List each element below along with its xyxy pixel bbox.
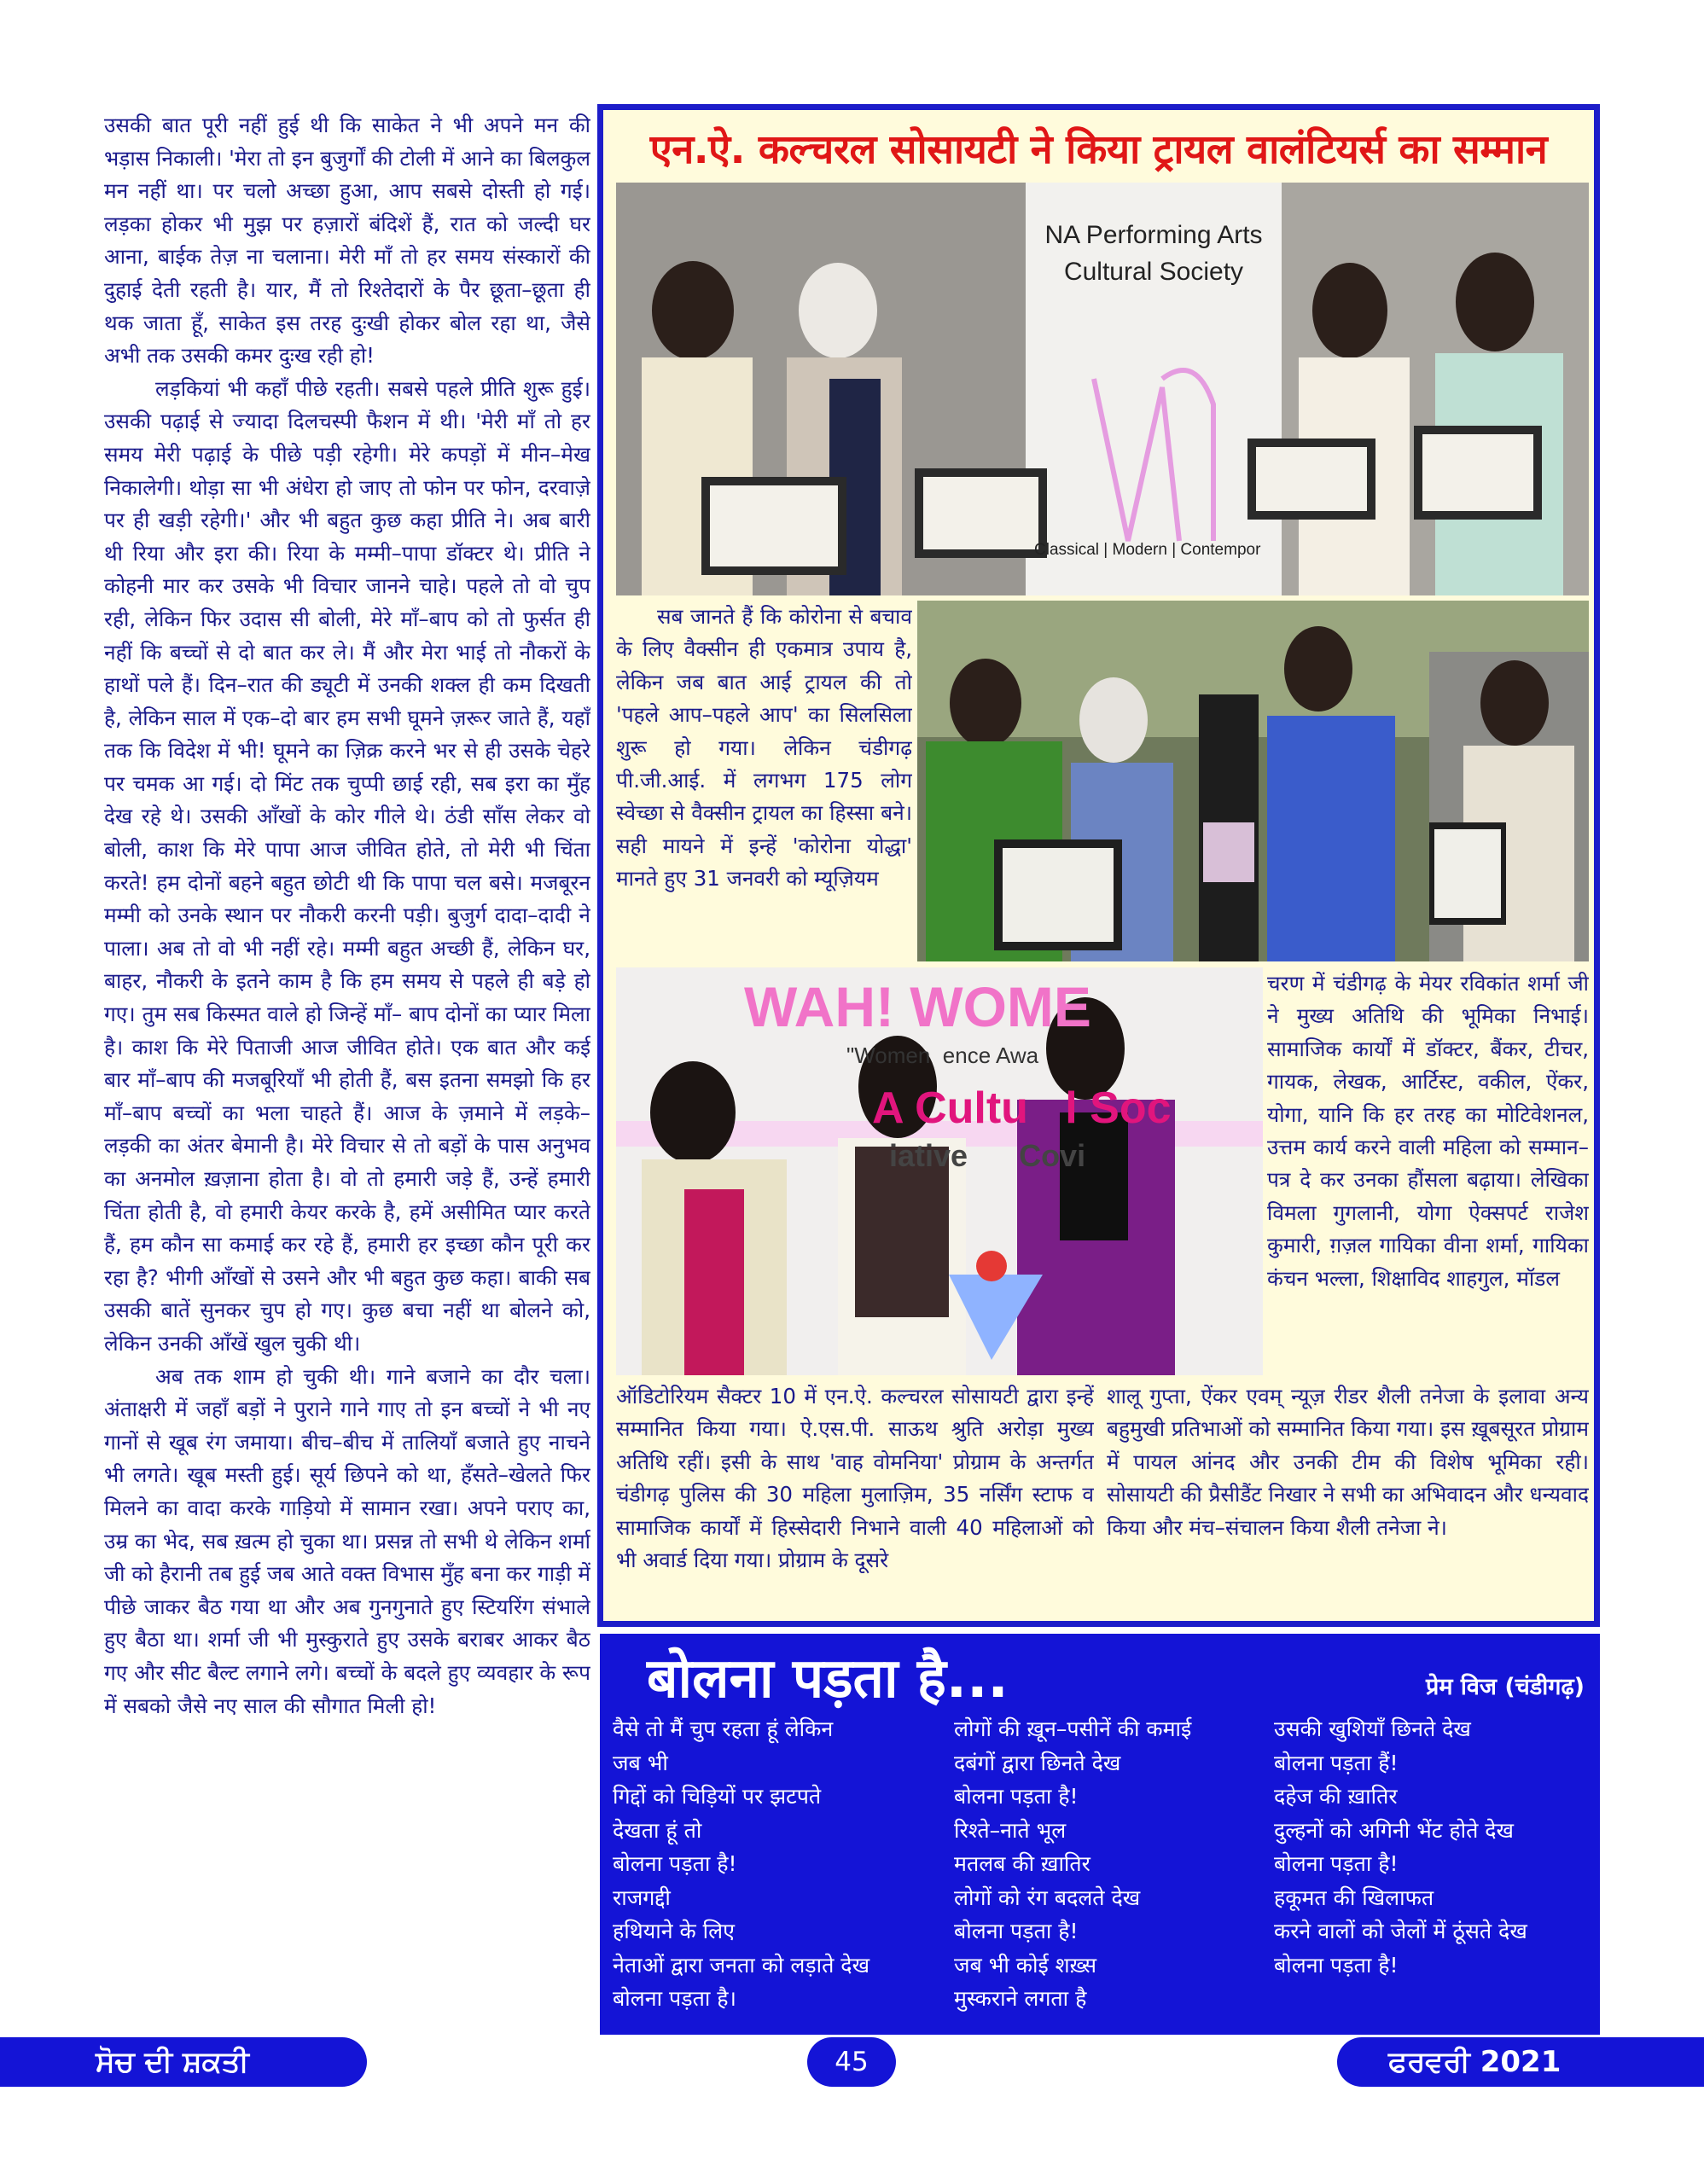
poem-line: बोलना पड़ता है! [1274, 1851, 1399, 1876]
poem-line: देखता हूं तो [613, 1817, 702, 1843]
magazine-name: ਸੋਚ ਦੀ ਸ਼ਕਤੀ [0, 2037, 367, 2087]
banner-initiative-line: iative Covi [889, 1138, 1086, 1173]
poem-line: हथियाने के लिए [613, 1919, 735, 1943]
story-paragraph-3: अब तक शाम हो चुकी थी। गाने बजाने का दौर चला। अंताक्षरी में जहाँ बड़ों ने पुराने गाने गाए तो इन बच्चों ने भी नए गानों से खूब रंग जमाया। बीच–बीच में तालियाँ बजाते हुए नाचने भी लगते। खूब मस्ती हुई। सूर्य छिपने को था, हँसते–खेलते फिर मिलने का वादा करके गाड़ियो में सामान रखा। अपने पराए का, उम्र का भेद, सब ख़त्म हो चुका था। प्रसन्न तो सभी थे लेकिन शर्मा जी को हैरानी तब हुई जब आते वक्त विभास मुँह बना कर गाड़ी में पीछे जाकर बैठ गया था और अब गुनगुनाते हुए स्टियरिंग संभाले हुए बैठा था। शर्मा जी भी मुस्कुराते हुए उसके बराबर आकर बैठ गए और सीट बैल्ट लगाने लगे। बच्चों के बदले हुए व्यवहार के रूप में सबको जैसे नए साल की सौगात मिली हो! [104, 1363, 590, 1718]
poem-line: रिश्ते–नाते भूल [954, 1817, 1067, 1843]
poem-line: बोलना पड़ता है! [1274, 1952, 1399, 1978]
article-text-d: शालू गुप्ता, ऐंकर एवम् न्यूज़ रीडर शैली तनेजा के इलावा अन्य बहुमुखी प्रतिभाओं को सम्मानित किया गया। इस ख़ूबसूरत प्रोग्राम में पायल आंनद और उनकी टीम की विशेष भूमिका रही। सोसायटी की प्रैसीडैंट निखार ने सभी का अभिवादन और धन्यवाद किया और मंच–संचालन किया शैली तनेजा ने। [1107, 1384, 1589, 1540]
poem-column-2 [954, 1712, 1261, 2016]
poem-line: जब भी कोई शख़्स [954, 1952, 1097, 1978]
poem-line: लोगों की ख़ून–पसीनें की कमाई [954, 1716, 1192, 1741]
poem-column-1 [613, 1712, 941, 2016]
story-paragraph-1: उसकी बात पूरी नहीं हुई थी कि साकेत ने भी अपने मन की भड़ास निकाली। 'मेरा तो इन बुजुर्गों की टोली में आने का बिलकुल मन नहीं था। पर चलो अच्छा हुआ, आप सबसे दोस्ती हो गई। लड़का होकर भी मुझ पर हज़ारों बंदिशें हैं, रात को जल्दी घर आना, बाईक तेज़ ना चलाना। मेरी माँ तो हर समय संस्कारों की दुहाई देती रहती है। यार, मैं तो रिश्तेदारों के पैर छूता–छूता ही थक जाता हूँ, साकेत इस तरह दुःखी होकर बोल रहा था, जैसे अभी तक उसकी कमर दुःख रही हो! [104, 113, 590, 369]
poem-line: वैसे तो मैं चुप रहता हूं लेकिन [613, 1716, 834, 1741]
poem-line: बोलना पड़ता हैं! [1274, 1750, 1399, 1775]
banner-tagline: Classical | Modern | Contempor [1034, 541, 1261, 559]
banner-award-line: "Women ence Awa [846, 1043, 1039, 1068]
poem-line: हकूमत की खिलाफत [1274, 1885, 1434, 1910]
poem-line: मतलब की ख़ातिर [954, 1851, 1090, 1876]
award-photo-group [616, 183, 1589, 595]
issue-date: ਫਰਵਰੀ 2021 [1337, 2037, 1704, 2087]
banner-society-line: A Cultu l Soc [872, 1083, 1172, 1133]
poem-line: बोलना पड़ता है! [954, 1784, 1079, 1809]
poem-line: दुल्हनों को अगिनी भेंट होते देख [1274, 1817, 1514, 1843]
article-text-b: चरण में चंडीगढ़ के मेयर रविकांत शर्मा जी ने मुख्य अतिथि की भूमिका निभाई। सामाजिक कार्यों में डॉक्टर, बैंकर, टीचर, गायक, लेखक, आर्टिस्ट, वकील, ऐंकर, योगा, यानि कि हर तरह का मोटिवेशनल, उत्तम कार्य करने वाली महिला को सम्मान–पत्र दे कर उनका हौंसला बढ़ाया। लेखिका विमला गुगलानी, योगा ऐक्सपर्ट राजेश कुमारी, ग़ज़ल गायिका वीना शर्मा, गायिका कंचन भल्ला, शिक्षाविद शाहगुल, मॉडल [1267, 971, 1589, 1291]
news-article-box [597, 104, 1600, 1627]
article-text-c: ऑडिटोरियम सैक्टर 10 में एन.ऐ. कल्चरल सोसायटी द्वारा इन्हें सम्मानित किया गया। ऐ.एस.पी. साऊथ श्रुति अरोड़ा मुख्य अतिथि रहीं। इसी के साथ 'वाह वोमनिया' प्रोग्राम के अन्तर्गत चंडीगढ़ पुलिस की 30 महिला मुलाज़िम, 35 नर्सिंग स्टाफ व सामाजिक कार्यों में हिस्सेदारी निभाने वाली 40 महिलाओं को भी अवार्ड दिया गया। प्रोग्राम के दूसरे [616, 1384, 1094, 1573]
story-column [104, 109, 590, 2037]
poem-line: राजगद्दी [613, 1885, 671, 1910]
poem-line: लोगों को रंग बदलते देख [954, 1885, 1141, 1910]
award-photo-event [917, 601, 1589, 961]
poem-line: दहेज की ख़ातिर [1274, 1784, 1398, 1809]
article-headline: एन.ऐ. कल्चरल सोसायटी ने किया ट्रायल वालंटियर्स का सम्मान [649, 126, 1548, 173]
page-number: 45 [807, 2037, 896, 2087]
banner-line-2: Cultural Society [1063, 258, 1244, 286]
poem-line: मुस्कराने लगता है [954, 1986, 1087, 2011]
poem-line: जब भी [613, 1750, 668, 1775]
poem-box [600, 1634, 1600, 2035]
poem-author: प्रेम विज (चंडीगढ़) [1425, 1674, 1585, 1700]
article-text-a: सब जानते हैं कि कोरोना से बचाव के लिए वैक्सीन ही एकमात्र उपाय है, लेकिन जब बात आई ट्रायल की तो 'पहले आप–पहले आप' का सिलसिला शुरू हो गया। लेकिन चंडीगढ़ पी.जी.आई. में लगभग 175 लोग स्वेच्छा से वैक्सीन ट्रायल का हिस्सा बने। सही मायने में इन्हें 'कोरोना योद्धा' मानते हुए 31 जनवरी को म्यूज़ियम [616, 604, 912, 892]
poem-line: करने वालों को जेलों में ठूंसते देख [1274, 1919, 1527, 1943]
story-paragraph-2: लड़कियां भी कहाँ पीछे रहती। सबसे पहले प्रीति शुरू हुई। उसकी पढ़ाई से ज्यादा दिलचस्पी फैशन में थी। 'मेरी माँ तो हर समय मेरी पढ़ाई के पीछे पड़ी रहेगी। मेरे कपड़ों में मीन–मेख निकालेगी। थोड़ा सा भी अंधेरा हो जाए तो फोन पर फोन, दरवाज़े पर ही खड़ी रहेगी।' और भी बहुत कुछ कहा प्रीति ने। अब बारी थी रिया और इरा की। रिया के मम्मी–पापा डॉक्टर थे। प्रीति ने कोहनी मार कर उसके भी विचार जानने चाहे। पहले तो वो चुप रही, लेकिन फिर उदास सी बोली, मेरे माँ–बाप को तो फुर्सत ही नहीं कि बच्चों से दो बात कर ले। मैं और मेरा भाई तो नौकरों के हाथों पले हैं। दिन–रात की ड्यूटी में उनकी शक्ल ही कम दिखती है, लेकिन साल में एक–दो बार हम सभी घूमने ज़रूर जाते हैं, यहाँ तक कि विदेश में भी! घूमने का ज़िक्र करने भर से ही उसके चेहरे पर चमक आ गई। दो मिंट तक चुप्पी छाई रही, सब इरा का मुँह देख रहे थे। उसकी आँखों के कोर गीले थे। ठंडी साँस लेकर वो बोली, काश कि मेरे पापा आज जीवित होते, तो मेरी भी चिंता करते! हम दोनों बहने बहुत छोटी थी कि पापा चल बसे। मजबूरन मम्मी को उनके स्थान पर नौकरी करनी पड़ी। बुजुर्ग दादा–दादी ने पाला। अब तो वो भी नहीं रहे। मम्मी बहुत अच्छी हैं, लेकिन घर, बाहर, नौकरी के इतने काम है कि हम समय से पहले ही बड़े हो गए। तुम सब किस्मत वाले हो जिन्हें माँ– बाप दोनों का प्यार मिला है। काश कि मेरे पिताजी आज जीवित होते। एक बात और कई बार माँ–बाप की मजबूरियाँ भी होती हैं, बस इतना समझो कि हर माँ–बाप बच्चों का भला चाहते हैं। आज के ज़माने में लड़के–लड़की का अंतर बेमानी है। मेरे विचार से तो बड़ों के पास अनुभव का अनमोल ख़ज़ाना होता है। वो तो हमारी जड़े हैं, उन्हें हमारी चिंता होती है, वो हमारी केयर करके है, हमें असीमित प्यार करते हैं, हम कौन सा कमाई कर रहे हैं, हमारी हर इच्छा कौन पूरी कर रहा है? भीगी आँखों से उसने और भी बहुत कुछ कहा। बाकी सब उसकी बातें सुनकर चुप हो गए। कुछ बचा नहीं था बोलने को, लेकिन उनकी आँखें खुल चुकी थी। [104, 375, 590, 1356]
banner-wah-women: WAH! WOME [744, 975, 1091, 1038]
poem-line: गिद्दों को चिड़ियों पर झटपते [613, 1784, 822, 1809]
poem-line: नेताओं द्वारा जनता को लड़ाते देख [613, 1952, 870, 1978]
banner-line-1: NA Performing Arts [1044, 221, 1263, 249]
poem-line: बोलना पड़ता है! [613, 1851, 737, 1876]
poem-line: बोलना पड़ता है। [613, 1986, 736, 2011]
award-photo-wah-women [616, 967, 1263, 1375]
poem-title: बोलना पड़ता है... [647, 1647, 1009, 1711]
poem-column-3 [1274, 1712, 1594, 1982]
poem-line: बोलना पड़ता है! [954, 1919, 1079, 1943]
poem-line: उसकी खुशियाँ छिनते देख [1274, 1716, 1471, 1741]
poem-line: दबंगों द्वारा छिनते देख [954, 1750, 1121, 1775]
